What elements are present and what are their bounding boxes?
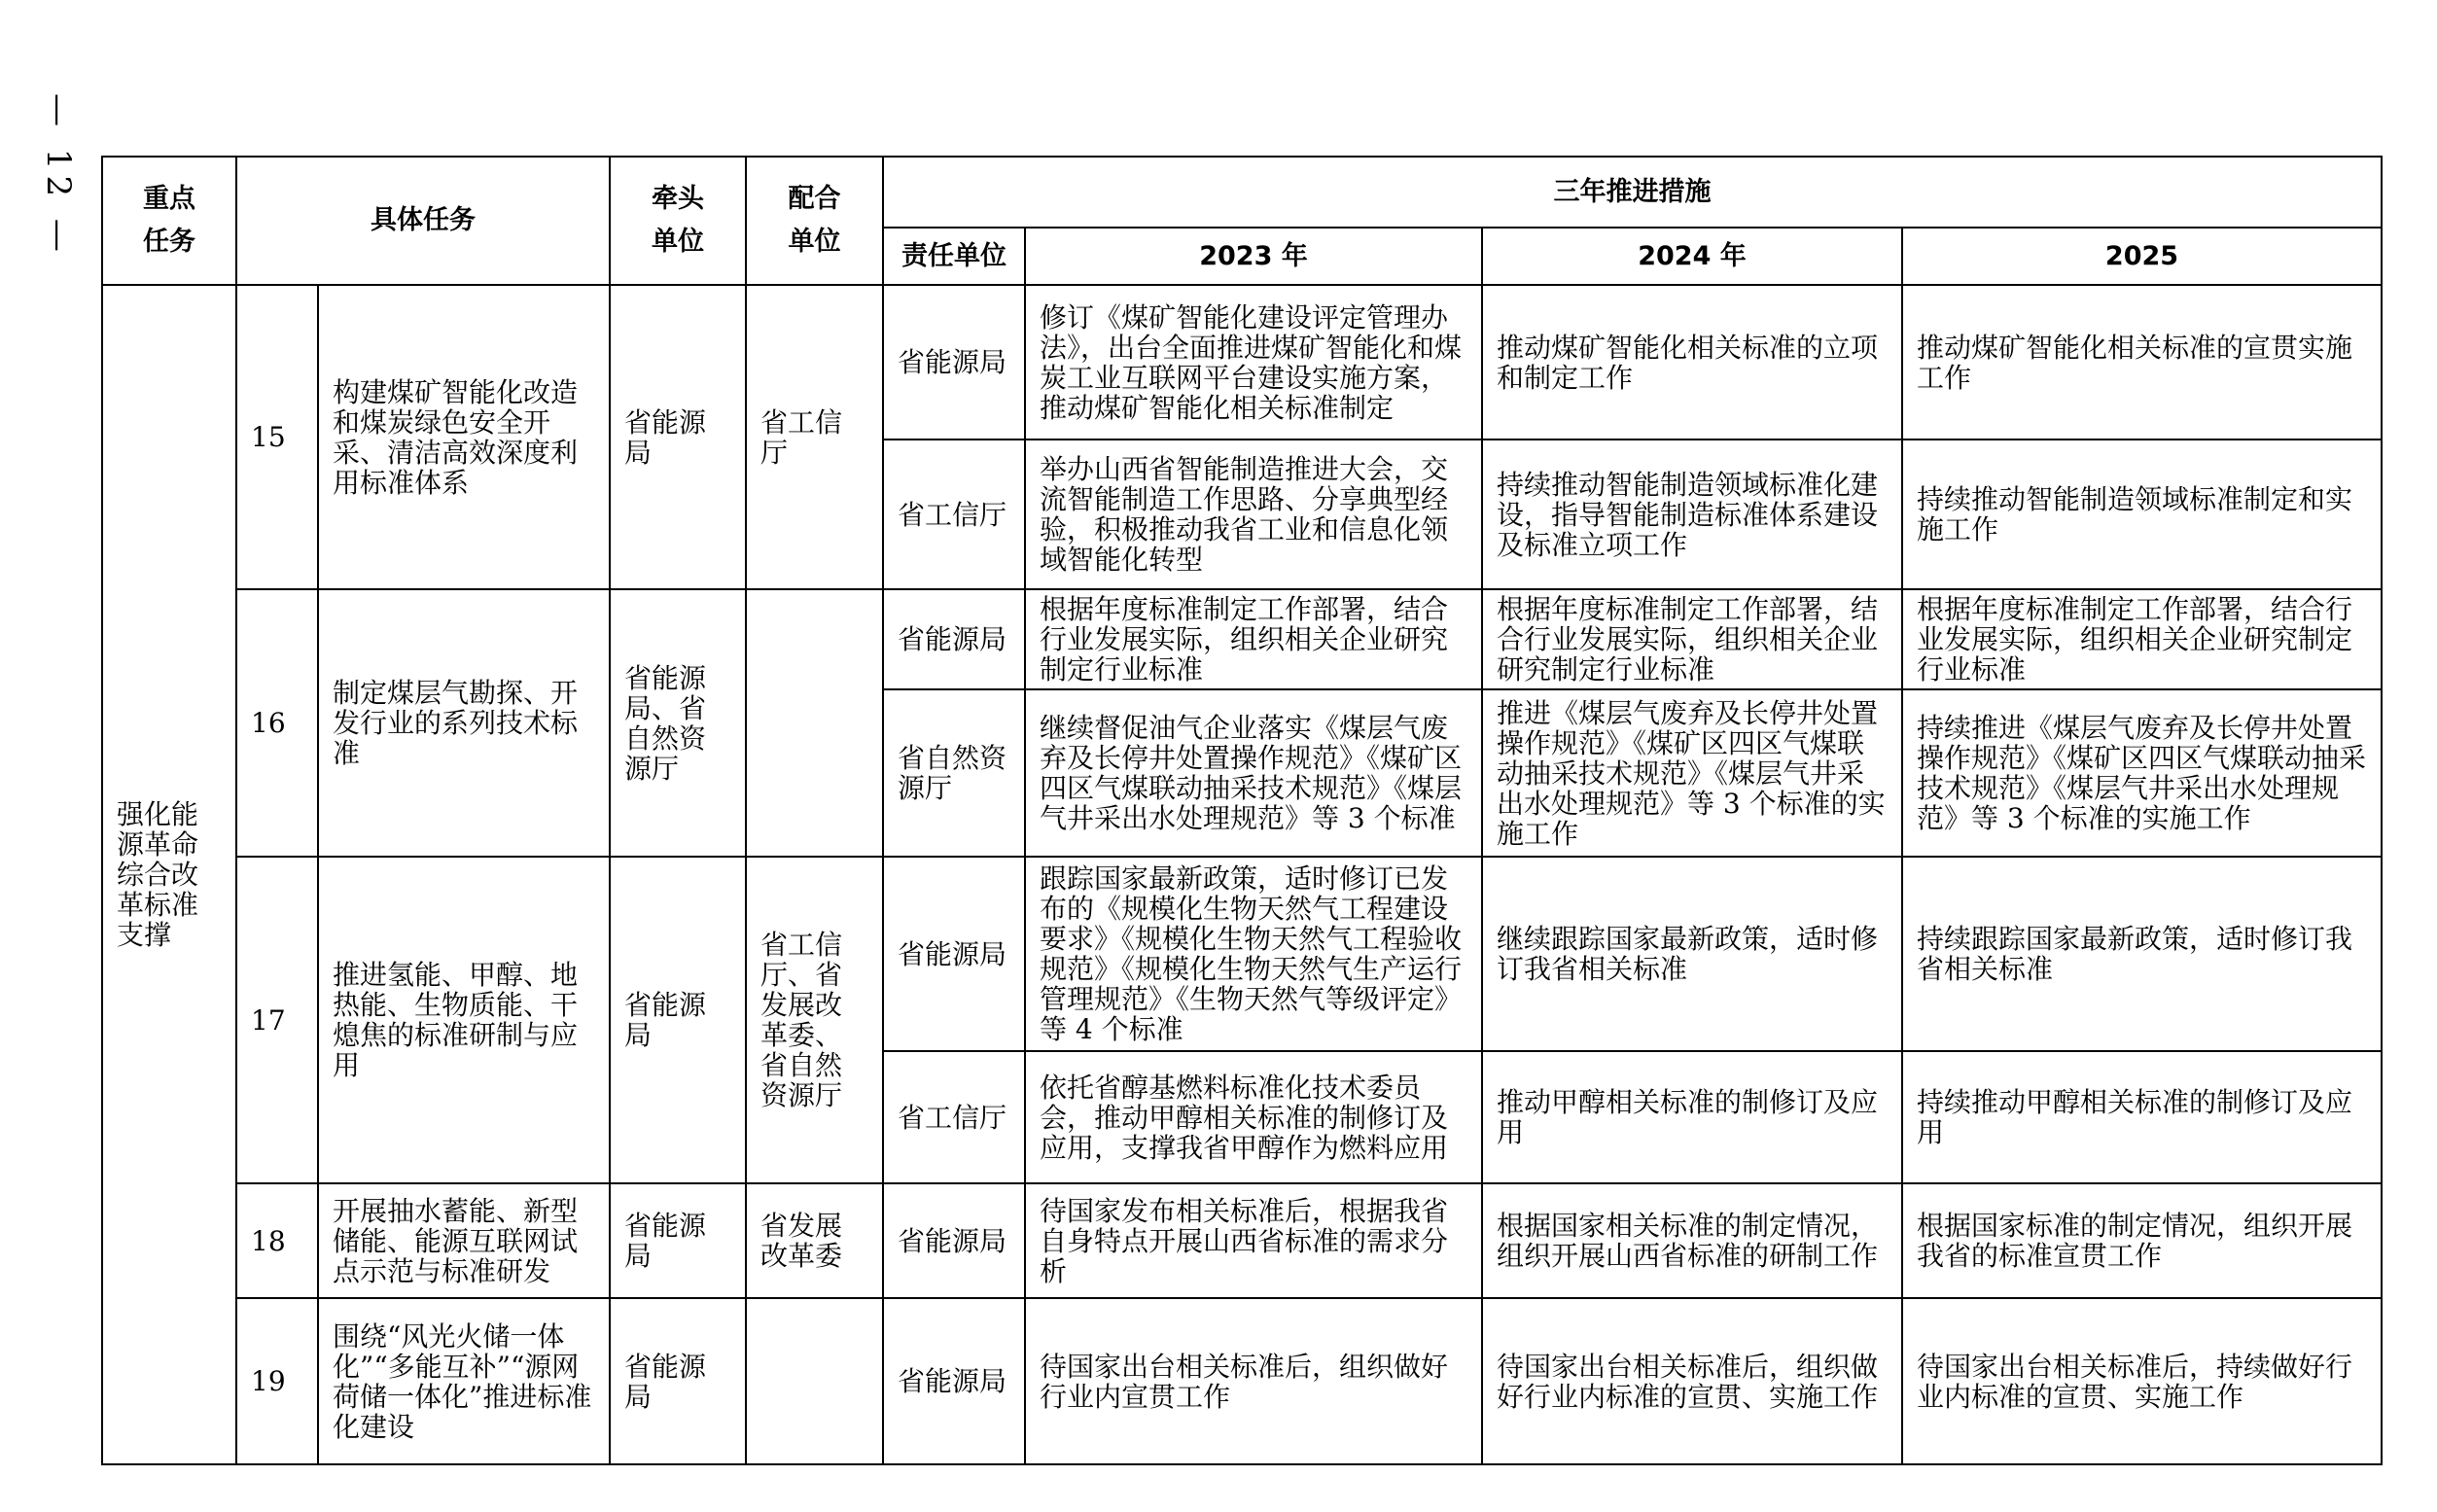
measure-2025: 根据年度标准制定工作部署，结合行业发展实际，组织相关企业研究制定行业标准 — [1902, 589, 2382, 689]
table-row — [102, 285, 2382, 440]
measure-2023: 待国家发布相关标准后，根据我省自身特点开展山西省标准的需求分析 — [1025, 1183, 1482, 1298]
task-description: 开展抽水蓄能、新型储能、能源互联网试点示范与标准研发 — [318, 1183, 610, 1298]
coop-unit: 省工信厅、省发展改革委、省自然资源厅 — [746, 857, 883, 1183]
task-number: 19 — [236, 1298, 318, 1464]
table-row — [102, 1298, 2382, 1464]
task-description: 推进氢能、甲醇、地热能、生物质能、干熄焦的标准研制与应用 — [318, 857, 610, 1183]
task-description: 围绕“风光火储一体化”“多能互补”“源网荷储一体化”推进标准化建设 — [318, 1298, 610, 1464]
header-2024: 2024 年 — [1482, 228, 1902, 285]
header-three-year: 三年推进措施 — [883, 157, 2382, 228]
page-number: — 12 — — [39, 93, 78, 258]
table-row — [102, 589, 2382, 689]
task-description: 构建煤矿智能化改造和煤炭绿色安全开采、清洁高效深度利用标准体系 — [318, 285, 610, 589]
resp-unit: 省能源局 — [883, 1298, 1025, 1464]
lead-unit: 省能源局 — [610, 285, 746, 589]
category-cell: 强化能源革命综合改革标准支撑 — [102, 285, 236, 1464]
measure-2023: 根据年度标准制定工作部署，结合行业发展实际，组织相关企业研究制定行业标准 — [1025, 589, 1482, 689]
header-2025: 2025 — [1902, 228, 2382, 285]
header-resp-unit: 责任单位 — [883, 228, 1025, 285]
lead-unit: 省能源局 — [610, 857, 746, 1183]
lead-unit: 省能源局 — [610, 1183, 746, 1298]
measure-2023: 修订《煤矿智能化建设评定管理办法》，出台全面推进煤矿智能化和煤炭工业互联网平台建设实施方案，推动煤矿智能化相关标准制定 — [1025, 285, 1482, 440]
table-row — [102, 1183, 2382, 1298]
resp-unit: 省工信厅 — [883, 1051, 1025, 1183]
measure-2024: 持续推动智能制造领域标准化建设，指导智能制造标准体系建设及标准立项工作 — [1482, 440, 1902, 589]
resp-unit: 省能源局 — [883, 857, 1025, 1051]
measure-2023: 依托省醇基燃料标准化技术委员会，推动甲醇相关标准的制修订及应用，支撑我省甲醇作为燃料应用 — [1025, 1051, 1482, 1183]
measure-2025: 持续推动甲醇相关标准的制修订及应用 — [1902, 1051, 2382, 1183]
header-lead-unit: 牵头 单位 — [610, 157, 746, 285]
measure-2024: 继续跟踪国家最新政策，适时修订我省相关标准 — [1482, 857, 1902, 1051]
task-number: 17 — [236, 857, 318, 1183]
measure-2024: 推动煤矿智能化相关标准的立项和制定工作 — [1482, 285, 1902, 440]
measure-2023: 举办山西省智能制造推进大会，交流智能制造工作思路、分享典型经验，积极推动我省工业和信息化领域智能化转型 — [1025, 440, 1482, 589]
measure-2023: 待国家出台相关标准后，组织做好行业内宣贯工作 — [1025, 1298, 1482, 1464]
measure-2025: 持续推进《煤层气废弃及长停井处置操作规范》《煤矿区四区气煤联动抽采技术规范》《煤层气井采出水处理规范》等 3 个标准的实施工作 — [1902, 689, 2382, 857]
measure-2024: 待国家出台相关标准后，组织做好行业内标准的宣贯、实施工作 — [1482, 1298, 1902, 1464]
resp-unit: 省能源局 — [883, 1183, 1025, 1298]
measure-2024: 根据年度标准制定工作部署，结合行业发展实际，组织相关企业研究制定行业标准 — [1482, 589, 1902, 689]
lead-unit: 省能源局 — [610, 1298, 746, 1464]
header-specific-task: 具体任务 — [236, 157, 610, 285]
resp-unit: 省能源局 — [883, 589, 1025, 689]
header-2023: 2023 年 — [1025, 228, 1482, 285]
coop-unit: 省发展改革委 — [746, 1183, 883, 1298]
resp-unit: 省自然资源厅 — [883, 689, 1025, 857]
header-coop-unit: 配合 单位 — [746, 157, 883, 285]
lead-unit: 省能源局、省自然资源厅 — [610, 589, 746, 857]
measure-2024: 根据国家相关标准的制定情况，组织开展山西省标准的研制工作 — [1482, 1183, 1902, 1298]
task-number: 15 — [236, 285, 318, 589]
task-number: 16 — [236, 589, 318, 857]
measure-2025: 持续推动智能制造领域标准制定和实施工作 — [1902, 440, 2382, 589]
resp-unit: 省能源局 — [883, 285, 1025, 440]
measure-2024: 推动甲醇相关标准的制修订及应用 — [1482, 1051, 1902, 1183]
header-key-task: 重点 任务 — [102, 157, 236, 285]
coop-unit — [746, 589, 883, 857]
measure-2025: 待国家出台相关标准后，持续做好行业内标准的宣贯、实施工作 — [1902, 1298, 2382, 1464]
table-row — [102, 857, 2382, 1051]
measure-2023: 跟踪国家最新政策，适时修订已发布的《规模化生物天然气工程建设要求》《规模化生物天然气工程验收规范》《规模化生物天然气生产运行管理规范》《生物天然气等级评定》等 4 个标准 — [1025, 857, 1482, 1051]
measure-2024: 推进《煤层气废弃及长停井处置操作规范》《煤矿区四区气煤联动抽采技术规范》《煤层气井采出水处理规范》等 3 个标准的实施工作 — [1482, 689, 1902, 857]
coop-unit: 省工信厅 — [746, 285, 883, 589]
measure-2025: 根据国家标准的制定情况，组织开展我省的标准宣贯工作 — [1902, 1183, 2382, 1298]
resp-unit: 省工信厅 — [883, 440, 1025, 589]
coop-unit — [746, 1298, 883, 1464]
task-description: 制定煤层气勘探、开发行业的系列技术标准 — [318, 589, 610, 857]
measure-2025: 持续跟踪国家最新政策，适时修订我省相关标准 — [1902, 857, 2382, 1051]
standards-table — [101, 156, 2383, 1465]
measure-2023: 继续督促油气企业落实《煤层气废弃及长停井处置操作规范》《煤矿区四区气煤联动抽采技术规范》《煤层气井采出水处理规范》等 3 个标准 — [1025, 689, 1482, 857]
measure-2025: 推动煤矿智能化相关标准的宣贯实施工作 — [1902, 285, 2382, 440]
task-number: 18 — [236, 1183, 318, 1298]
